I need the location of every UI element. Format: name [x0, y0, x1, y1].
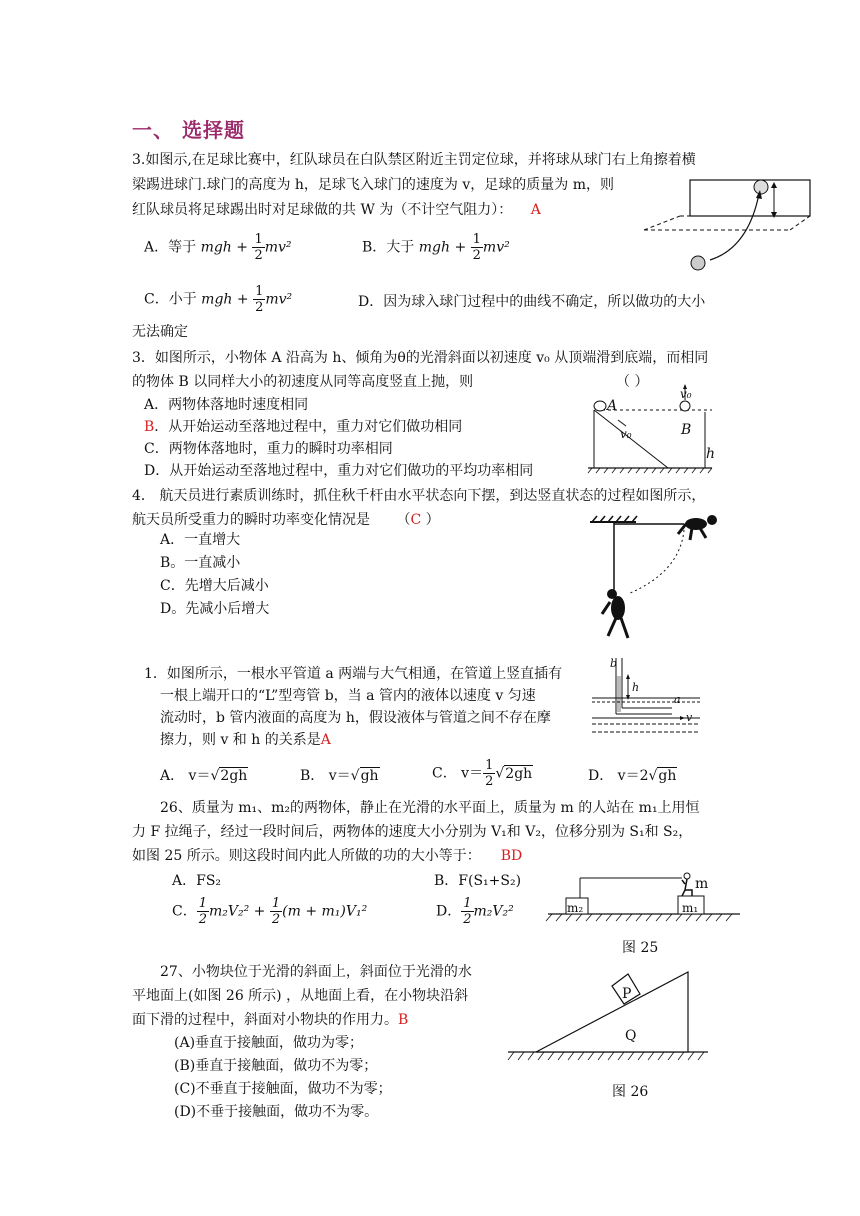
q6-fig-label-p: P	[622, 986, 632, 1002]
q5-opt-d-term: m₂V₂²	[473, 903, 514, 920]
question-4-stem-line2: 一根上端开口的“L”型弯管 b，当 a 管内的液体以速度 v 匀速	[160, 688, 536, 704]
section-title: 一、 选择题	[132, 118, 245, 142]
q2-fig-label-v0: v₀	[620, 427, 632, 441]
q1-opt-b-mv2: mv²	[482, 239, 510, 256]
q4-opt-d-label: D． v＝2	[588, 768, 649, 784]
q4-answer: A	[320, 732, 331, 748]
q2-fig-label-a: A	[607, 398, 618, 414]
q1-line3-text: 红队球员将足球踢出时对足球做的共 W 为（不计空气阻力）：	[132, 202, 513, 218]
q3-paren-close: ）	[421, 512, 440, 528]
question-5-stem-line2: 力 F 拉绳子，经过一段时间后，两物体的速度大小分别为 V₁和 V₂，位移分别为 S₁和 S₂，	[132, 824, 693, 840]
question-2-stem-line2: 的物体 B 以同样大小的初速度从同等高度竖直上抛，则	[132, 374, 474, 390]
frac-den: 2	[485, 774, 494, 789]
q2-option-c[interactable]: C．两物体落地时，重力的瞬时功率相同	[144, 441, 393, 457]
q1-opt-a-mv2: mv²	[264, 239, 292, 256]
q1-answer: A	[530, 202, 541, 218]
frac-num: 1	[485, 758, 494, 773]
q6-answer: B	[398, 1012, 409, 1028]
q1-opt-a-fraction	[252, 232, 264, 263]
q5-opt-c-frac2	[270, 896, 282, 927]
q5-fig-label-m1: m₁	[682, 901, 699, 915]
q2-fig-label-h: h	[706, 446, 716, 462]
q4-fig-label-a: a	[674, 693, 681, 706]
q6-incline-figure	[508, 966, 712, 1070]
q3-paren-open: （	[396, 512, 411, 528]
q1-opt-b-fraction	[471, 232, 483, 263]
q4-opt-b-label: B． v＝	[300, 768, 351, 784]
question-5-stem-line1: 26、质量为 m₁、m₂的两物体，静止在光滑的水平面上，质量为 m 的人站在 m₁上用恒	[160, 800, 700, 816]
question-1-stem-line2: 梁踢进球门.球门的高度为 h，足球飞入球门的速度为 v，足球的质量为 m，则	[132, 177, 615, 193]
question-3-stem-line2	[132, 510, 440, 530]
question-4-stem-line3: 流动时，b 管内液面的高度为 h，假设液体与管道之间不存在摩	[160, 710, 551, 726]
q2-opt-b-text: ．从开始运动至落地过程中，重力对它们做功相同	[154, 419, 463, 435]
q1-goal-figure	[640, 172, 810, 272]
q5-opt-d-frac	[461, 896, 473, 927]
q4-fig-label-v: v	[686, 711, 693, 724]
question-5-stem-line3	[132, 846, 522, 866]
q1-opt-a-label: A．等于	[144, 239, 201, 256]
q2-fig-label-v0-b: v₀	[680, 387, 692, 401]
frac-den: 2	[463, 912, 472, 927]
question-1-stem-line1: 3.如图示,在足球比赛中，红队球员在白队禁区附近主罚定位球，并将球从球门右上角擦着横	[132, 152, 696, 168]
q1-option-d[interactable]: D．因为球入球门过程中的曲线不确定，所以做功的大小	[358, 294, 706, 310]
q5-opt-d-label: D．	[436, 903, 462, 920]
question-6-stem-line1: 27、小物块位于光滑的斜面上，斜面位于光滑的水	[160, 964, 472, 980]
q1-opt-b-label: B．大于	[362, 239, 419, 256]
frac-den: 2	[198, 912, 207, 927]
q5-option-c[interactable]	[172, 896, 367, 936]
q5-opt-c-label: C．	[172, 903, 197, 920]
q4-opt-c-label: C． v＝	[432, 765, 484, 782]
q2-option-d[interactable]: D．从开始运动至落地过程中，重力对它们做功的平均功率相同	[144, 463, 534, 479]
q4-opt-a-root: 2gh	[220, 768, 248, 784]
q3-option-a[interactable]: A．一直增大	[160, 532, 241, 548]
q1-opt-c-mv2: mv²	[265, 291, 293, 308]
q6-option-d[interactable]: (D)不垂于接触面，做功不为零。	[174, 1104, 379, 1120]
q4-line4-text: 擦力，则 v 和 h 的关系是	[160, 732, 321, 748]
q2-option-a[interactable]: A．两物体落地时速度相同	[144, 397, 309, 413]
q5-opt-c-frac1	[197, 896, 209, 927]
q6-caption: 图 26	[612, 1084, 649, 1100]
q5-line3-text: 如图 25 所示。则这段时间内此人所做的功的大小等于：	[132, 848, 481, 864]
q4-option-c[interactable]: C． v＝ $\frac{1}{2}$ √2gh	[432, 758, 533, 789]
frac-den: 2	[472, 248, 481, 263]
q4-fig-label-b: b	[610, 657, 618, 670]
q1-option-c[interactable]	[144, 284, 292, 320]
q1-option-a[interactable]	[144, 232, 292, 268]
q5-option-b[interactable]: B．F(S₁+S₂)	[434, 873, 522, 889]
q4-fig-label-h: h	[632, 681, 640, 694]
q5-blocks-figure	[544, 864, 740, 928]
frac-den: 2	[255, 300, 264, 315]
q5-fig-label-m2: m₂	[567, 901, 584, 915]
q1-opt-a-mgh: mgh +	[200, 239, 253, 256]
frac-num: 1	[463, 896, 472, 911]
question-4-stem-line1: 1．如图所示，一根水平管道 a 两端与大气相通，在管道上竖直插有	[144, 666, 563, 682]
q5-answer: BD	[500, 848, 523, 864]
question-1-stem-line3	[132, 200, 541, 220]
q3-option-d[interactable]: D。先减小后增大	[160, 601, 270, 617]
q1-opt-c-label: C．小于	[144, 291, 202, 308]
frac-num: 1	[198, 896, 207, 911]
q2-fig-label-b: B	[681, 422, 692, 438]
q4-opt-a-label: A． v＝	[160, 768, 211, 784]
question-2-stem-line1: 3．如图所示，小物体 A 沿高为 h、倾角为θ的光滑斜面以初速度 v₀ 从顶端滑到底端，而相同	[132, 350, 709, 366]
q2-option-b[interactable]	[144, 417, 462, 437]
q4-option-a[interactable]: A． v＝√2gh	[160, 768, 248, 784]
q3-option-c[interactable]: C．先增大后减小	[160, 578, 269, 594]
q5-fig-label-m: m	[695, 876, 709, 892]
question-4-stem-line4	[160, 730, 331, 750]
q3-option-b[interactable]: B。一直减小	[160, 555, 241, 571]
q6-option-c[interactable]: (C)不垂直于接触面，做功不为零；	[174, 1081, 392, 1097]
q1-option-d-cont: 无法确定	[132, 324, 188, 340]
frac-den: 2	[254, 248, 263, 263]
q5-caption: 图 25	[622, 940, 659, 956]
q5-opt-c-term1: m₂V₂² +	[209, 903, 270, 920]
q3-line2-text: 航天员所受重力的瞬时功率变化情况是	[132, 512, 370, 528]
q1-opt-c-mgh: mgh +	[201, 291, 254, 308]
q4-opt-c-root: 2gh	[505, 765, 533, 782]
q5-option-d[interactable]	[436, 896, 514, 936]
q6-option-b[interactable]: (B)垂直于接触面，做功不为零；	[174, 1058, 378, 1074]
frac-num: 1	[254, 232, 263, 247]
q2-answer-paren: （ ）	[616, 374, 649, 390]
q6-line3-text: 面下滑的过程中，斜面对小物块的作用力。	[132, 1012, 398, 1028]
q1-opt-c-fraction	[253, 284, 265, 315]
q4-opt-d-root: gh	[658, 768, 677, 784]
question-6-stem-line3	[132, 1010, 408, 1030]
q1-option-b[interactable]	[362, 232, 510, 268]
question-3-stem-line1: 4． 航天员进行素质训练时，抓住秋千杆由水平状态向下摆，到达竖直状态的过程如图所示，	[132, 488, 706, 504]
frac-num: 1	[271, 896, 281, 911]
q4-option-b[interactable]: B． v＝√gh	[300, 768, 379, 784]
q4-opt-c-fraction	[483, 758, 495, 789]
frac-num: 1	[472, 232, 481, 247]
q4-option-d[interactable]: D． v＝2√gh	[588, 768, 677, 784]
frac-num: 1	[255, 284, 264, 299]
q5-opt-c-term2: (m + m₁)V₁²	[282, 903, 368, 920]
q5-option-a[interactable]: A．FS₂	[172, 873, 222, 889]
q3-swing-figure	[588, 512, 738, 644]
q6-fig-label-q: Q	[625, 1028, 637, 1044]
question-6-stem-line2: 平地面上(如图 26 所示) ，从地面上看，在小物块沿斜	[132, 988, 469, 1004]
q2-answer-b: B	[144, 419, 155, 435]
q6-option-a[interactable]: (A)垂直于接触面，做功为零；	[174, 1035, 364, 1051]
q4-opt-b-root: gh	[360, 768, 379, 784]
q3-answer: C	[410, 512, 422, 528]
frac-den: 2	[271, 912, 281, 927]
q1-opt-b-mgh: mgh +	[418, 239, 471, 256]
